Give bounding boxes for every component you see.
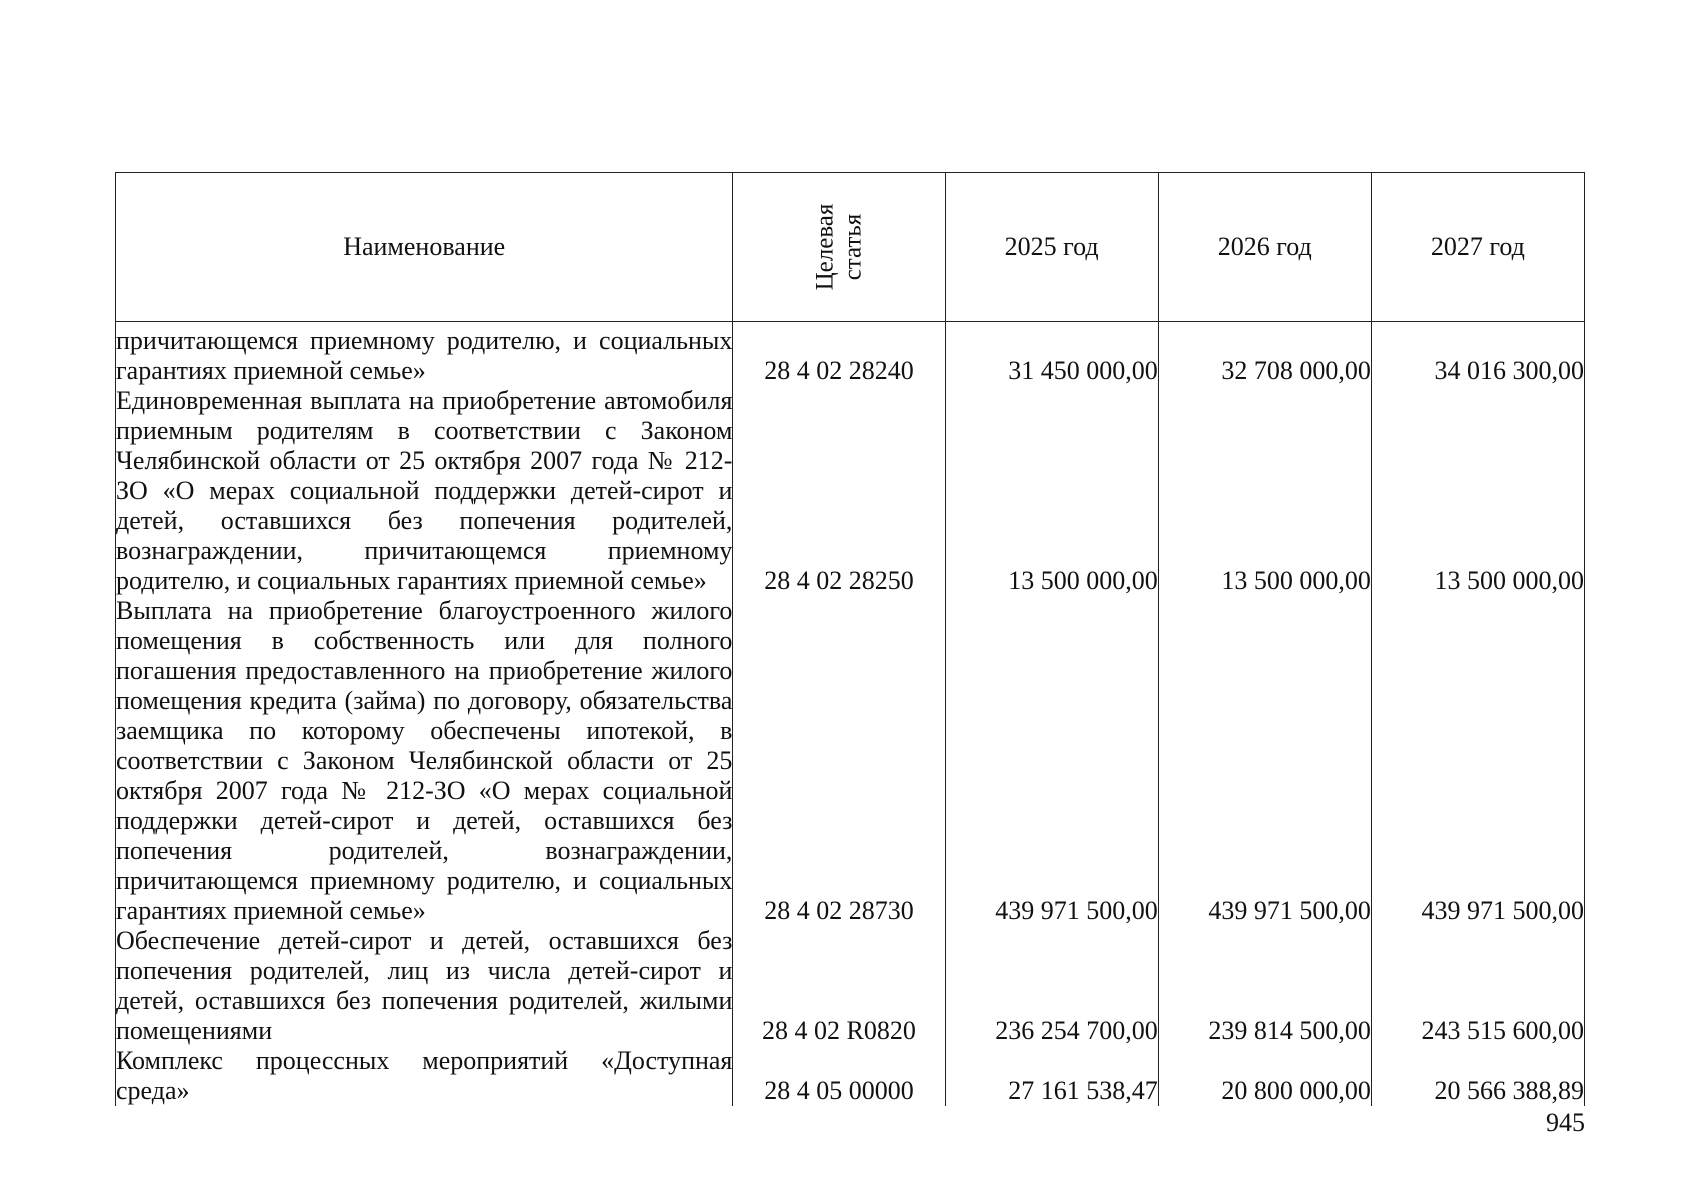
header-code [733, 173, 945, 322]
row-name: Единовременная выплата на приобретение автомобиля приемным родителям в соответствии с Законом Челябинской области от 25 октября 2007 года № 212-ЗО «О мерах социальной поддержки детей-сирот и детей, оставшихся без попечения родителей, вознаграждении, причитающемся приемному родителю, и социальных гарантиях приемной семье» [116, 386, 733, 595]
header-2027: 2027 год [1371, 173, 1584, 322]
row-value-2027: 439 971 500,00 [1371, 596, 1584, 926]
row-value-2025: 27 161 538,47 [945, 1046, 1158, 1106]
header-2025: 2025 год [945, 173, 1158, 322]
row-value-2025: 236 254 700,00 [945, 926, 1158, 1046]
row-code: 28 4 02 28240 [733, 322, 945, 387]
row-value-2025: 439 971 500,00 [945, 596, 1158, 926]
table-row [116, 322, 1585, 387]
row-value-2026: 13 500 000,00 [1158, 386, 1371, 596]
row-code: 28 4 02 28730 [733, 596, 945, 926]
row-value-2027: 13 500 000,00 [1371, 386, 1584, 596]
row-value-2026: 20 800 000,00 [1158, 1046, 1371, 1106]
row-name: Комплекс процессных мероприятий «Доступная среда» [116, 1046, 733, 1105]
header-2026: 2026 год [1158, 173, 1371, 322]
header-name-label: Наименование [343, 232, 506, 261]
header-name [116, 173, 733, 322]
row-name: Обеспечение детей-сирот и детей, оставшихся без попечения родителей, лиц из числа детей-сирот и детей, оставшихся без попечения родителей, жилыми помещениями [116, 926, 733, 1045]
table-row [116, 1046, 1585, 1106]
table-row [116, 386, 1585, 596]
row-value-2027: 34 016 300,00 [1371, 322, 1584, 387]
row-value-2025: 31 450 000,00 [945, 322, 1158, 387]
row-name: причитающемся приемному родителю, и социальных гарантиях приемной семье» [116, 322, 733, 387]
table-row [116, 596, 1585, 926]
row-value-2027: 243 515 600,00 [1371, 926, 1584, 1046]
row-code: 28 4 02 R0820 [733, 926, 945, 1046]
row-value-2027: 20 566 388,89 [1371, 1046, 1584, 1106]
row-value-2026: 32 708 000,00 [1158, 322, 1371, 387]
budget-table [115, 172, 1585, 1106]
table-header-row [116, 173, 1585, 322]
header-code-label [811, 204, 867, 291]
header-code-line2: статья [838, 213, 866, 281]
row-name: Выплата на приобретение благоустроенного жилого помещения в собственность или для полного погашения предоставленного на приобретение жилого помещения кредита (займа) по договору, обязательства заемщика по которому обеспечены ипотекой, в соответствии с Законом Челябинской области от 25 октября 2007 года № 212-ЗО «О мерах социальной поддержки детей-сирот и детей, оставшихся без попечения родителей, вознаграждении, причитающемся приемному родителю, и социальных гарантиях приемной семье» [116, 596, 733, 925]
header-code-line1: Целевая [810, 203, 838, 291]
row-code: 28 4 05 00000 [733, 1046, 945, 1106]
row-value-2025: 13 500 000,00 [945, 386, 1158, 596]
row-value-2026: 239 814 500,00 [1158, 926, 1371, 1046]
page-number: 945 [1546, 1108, 1585, 1137]
row-code: 28 4 02 28250 [733, 386, 945, 596]
table-row [116, 926, 1585, 1046]
row-value-2026: 439 971 500,00 [1158, 596, 1371, 926]
